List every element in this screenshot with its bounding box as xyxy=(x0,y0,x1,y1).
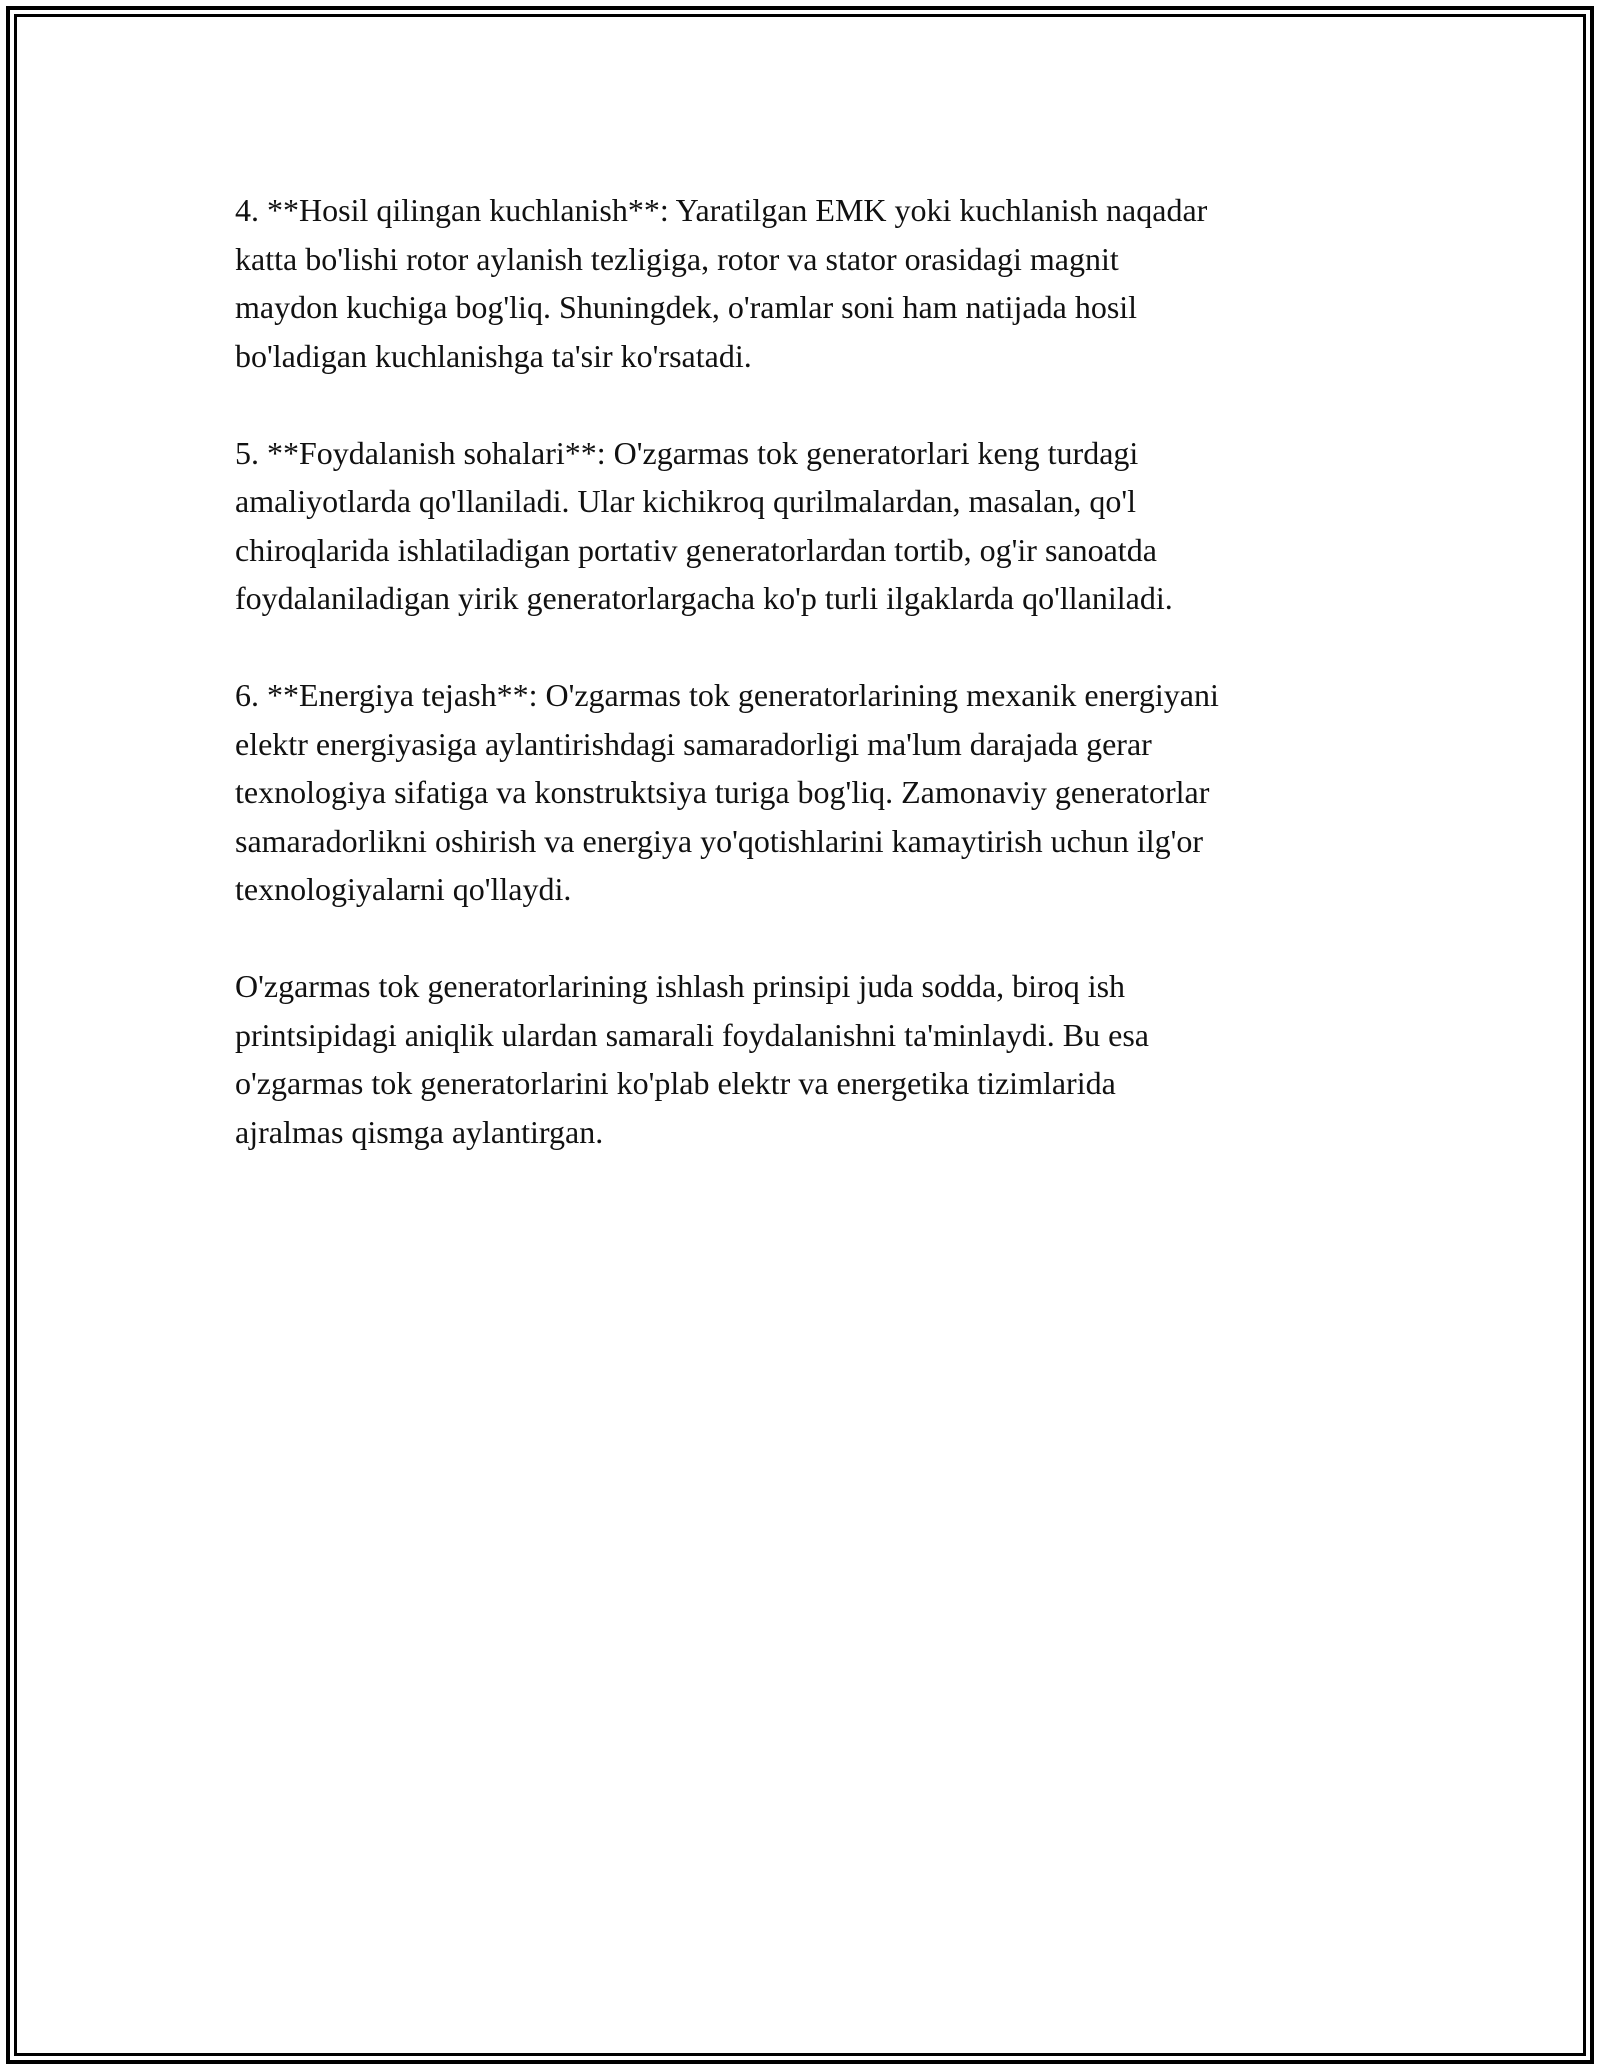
document-body xyxy=(235,186,1365,1205)
paragraph-energy-saving: 6. **Energiya tejash**: O'zgarmas tok generatorlarining mexanik energiyani elektr energiyasiga aylantirishdagi samaradorligi ma'lum darajada gerar texnologiya sifatiga va konstruktsiya turiga bog'liq. Zamonaviy generatorlar samaradorlikni oshirish va energiya yo'qotishlarini kamaytirish uchun ilg'or texnologiyalarni qo'llaydi. xyxy=(235,677,1219,907)
paragraph-conclusion: O'zgarmas tok generatorlarining ishlash prinsipi juda sodda, biroq ish printsipidagi aniqlik ulardan samarali foydalanishni ta'minlaydi. Bu esa o'zgarmas tok generatorlarini ko'plab elektr va energetika tizimlarida ajralmas qismga aylantirgan. xyxy=(235,968,1149,1150)
paragraph-generated-voltage: 4. **Hosil qilingan kuchlanish**: Yaratilgan EMK yoki kuchlanish naqadar katta bo'lishi rotor aylanish tezligiga, rotor va stator orasidagi magnit maydon kuchiga bog'liq. Shuningdek, o'ramlar soni ham natijada hosil bo'ladigan kuchlanishga ta'sir ko'rsatadi. xyxy=(235,192,1208,374)
paragraph-application-areas: 5. **Foydalanish sohalari**: O'zgarmas tok generatorlari keng turdagi amaliyotlarda qo'llaniladi. Ular kichikroq qurilmalardan, masalan, qo'l chiroqlarida ishlatiladigan portativ generatorlardan tortib, og'ir sanoatda foydalaniladigan yirik generatorlargacha ko'p turli ilgaklarda qo'llaniladi. xyxy=(235,434,1173,616)
